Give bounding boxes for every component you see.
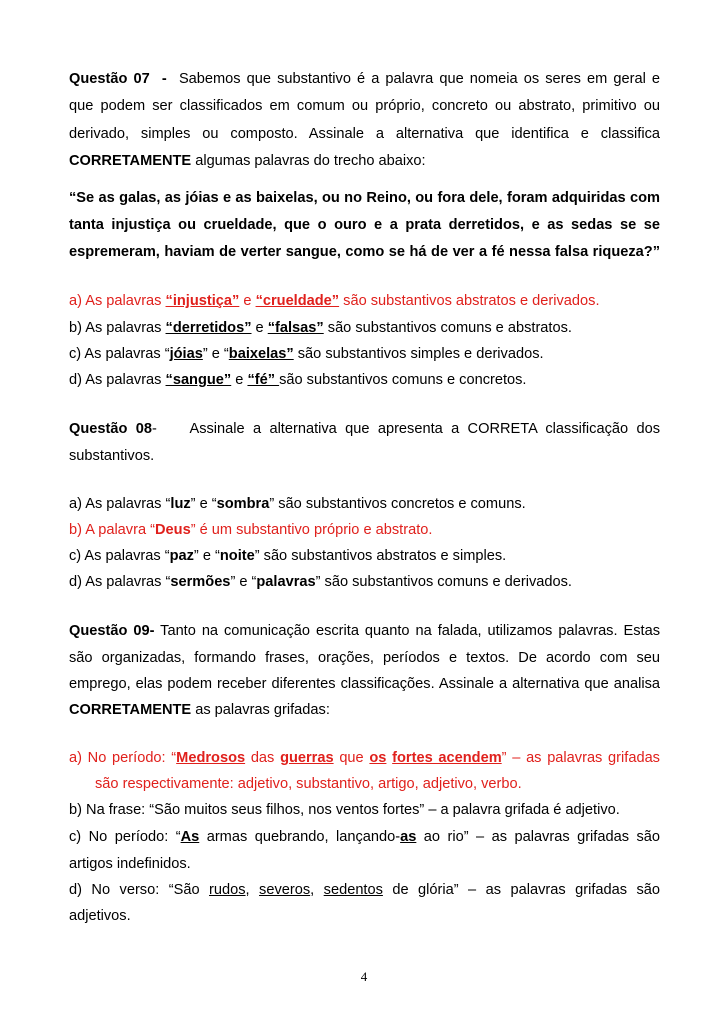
option-text: b) As palavras (69, 320, 166, 336)
q07-line-4 (69, 152, 660, 170)
option-text: ao rio” – as palavras grifadas são (416, 829, 660, 845)
highlighted-word: sedentos (323, 882, 383, 898)
highlighted-word: rudos (209, 882, 246, 898)
highlighted-word: severos (259, 882, 311, 898)
emphasis-word: CORRETAMENTE (69, 702, 192, 718)
option-text: são substantivos abstratos e derivados. (339, 293, 600, 309)
option-text: c) As palavras “ (69, 548, 170, 564)
highlighted-word: “crueldade” (255, 293, 340, 309)
q08-option-c[interactable] (69, 547, 660, 565)
q08-option-a[interactable] (69, 495, 660, 513)
option-text: ” e “ (190, 496, 217, 512)
q07-option-b[interactable] (69, 319, 660, 337)
option-text: ” são substantivos comuns e derivados. (315, 574, 572, 590)
highlighted-word: “derretidos” (165, 320, 252, 336)
option-text: ” e “ (202, 346, 229, 362)
option-text: são substantivos comuns e concretos. (279, 372, 527, 388)
option-text: das (245, 750, 281, 766)
highlighted-word: guerras (280, 750, 334, 766)
q09-option-d-continued: adjetivos. (69, 908, 131, 924)
option-text: b) Na frase: “São muitos seus filhos, nos ventos fortes” – a palavra grifada é adjetivo. (69, 802, 620, 818)
option-text: de glória” – as palavras grifadas são (382, 882, 661, 898)
highlighted-word: jóias (169, 346, 203, 362)
highlighted-word: baixelas” (228, 346, 294, 362)
quote-line-2: tanta injustiça ou crueldade, que o ouro e a prata derretidos, e as sedas se se (69, 217, 660, 233)
q09-line-1 (69, 622, 660, 640)
q07-statement: Sabemos que substantivo é a palavra que nomeia os seres em geral e (178, 71, 661, 87)
highlighted-word: “fé” (247, 372, 280, 388)
q07-option-a[interactable] (69, 292, 660, 310)
option-text: e (239, 293, 256, 309)
highlighted-word: sombra (216, 496, 270, 512)
q09-option-a-continued: são respectivamente: adjetivo, substantivo, artigo, adjetivo, verbo. (95, 776, 522, 792)
highlighted-word: sermões (170, 574, 231, 590)
option-text: e (231, 372, 248, 388)
q08-option-b[interactable] (69, 521, 660, 539)
q09-line-4 (69, 701, 660, 719)
quote-line-1: “Se as galas, as jóias e as baixelas, ou no Reino, ou fora dele, foram adquiridas com (69, 190, 660, 206)
q07-option-d[interactable] (69, 371, 660, 389)
option-text: d) As palavras (69, 372, 166, 388)
option-text: d) No verso: “São (69, 882, 210, 898)
highlighted-word: noite (219, 548, 255, 564)
option-text: , (245, 882, 260, 898)
highlighted-word: os (369, 750, 387, 766)
option-text: ” e “ (193, 548, 220, 564)
highlighted-word: “sangue” (165, 372, 232, 388)
page-number: 4 (360, 969, 368, 984)
option-text: d) As palavras “ (69, 574, 171, 590)
q07-line-4-text: algumas palavras do trecho abaixo: (191, 153, 426, 169)
q07-dash: - (161, 71, 167, 87)
option-text: , (310, 882, 324, 898)
option-text: c) As palavras “ (69, 346, 170, 362)
q09-option-c-continued: artigos indefinidos. (69, 856, 191, 872)
q08-dash: - (151, 421, 157, 437)
q07-option-c[interactable] (69, 345, 660, 363)
q09-option-c[interactable] (69, 828, 660, 846)
q09-heading: Questão 09- (69, 623, 155, 639)
emphasis-word: CORRETAMENTE (69, 153, 192, 169)
option-text: ” é um substantivo próprio e abstrato. (190, 522, 433, 538)
highlighted-word: Deus (155, 522, 191, 538)
option-text: são substantivos simples e derivados. (293, 346, 544, 362)
q09-option-d[interactable] (69, 881, 660, 899)
highlighted-word: as (400, 829, 417, 845)
q08-option-d[interactable] (69, 573, 660, 591)
q09-option-b[interactable] (69, 801, 660, 819)
q09-statement: Tanto na comunicação escrita quanto na falada, utilizamos palavras. Estas (154, 623, 660, 639)
option-text: ” e “ (230, 574, 257, 590)
q07-line-2: que podem ser classificados em comum ou próprio, concreto ou abstrato, primitivo ou (69, 98, 660, 114)
q08-line-1 (69, 420, 660, 438)
q08-heading: Questão 08 (69, 421, 152, 437)
q07-line-3: derivado, simples ou composto. Assinale a alternativa que identifica e classifica (69, 126, 660, 142)
option-text: a) As palavras (69, 293, 166, 309)
highlighted-word: Medrosos (176, 750, 246, 766)
option-text: que (333, 750, 370, 766)
option-text: e (251, 320, 268, 336)
q09-option-a[interactable] (69, 749, 660, 767)
option-text: ” – as palavras grifadas (501, 750, 660, 766)
highlighted-word: fortes acendem (392, 750, 502, 766)
q09-line-4-text: as palavras grifadas: (191, 702, 330, 718)
option-text: são substantivos comuns e abstratos. (323, 320, 572, 336)
option-text: c) No período: “ (69, 829, 181, 845)
highlighted-word: palavras (256, 574, 316, 590)
option-text: b) A palavra “ (69, 522, 155, 538)
option-text: ” são substantivos abstratos e simples. (254, 548, 507, 564)
highlighted-word: “injustiça” (165, 293, 240, 309)
q09-line-3: emprego, elas podem receber diferentes classificações. Assinale a alternativa que analisa (69, 676, 660, 692)
q08-statement: Assinale a alternativa que apresenta a CORRETA classificação dos (189, 421, 660, 437)
q09-line-2: são organizadas, formando frases, orações, períodos e textos. De acordo com seu (69, 650, 660, 666)
highlighted-word: As (180, 829, 200, 845)
highlighted-word: “falsas” (267, 320, 324, 336)
option-text: a) As palavras “ (69, 496, 171, 512)
option-text: ” são substantivos concretos e comuns. (269, 496, 526, 512)
quote-line-3: espremeram, haviam de verter sangue, como se há de ver a fé nessa falsa riqueza?” (69, 244, 660, 260)
q07-line-1 (69, 70, 660, 88)
highlighted-word: luz (170, 496, 191, 512)
highlighted-word: paz (169, 548, 194, 564)
option-text: a) No período: “ (69, 750, 177, 766)
option-text: armas quebrando, lançando- (199, 829, 401, 845)
q07-heading: Questão 07 (69, 71, 150, 87)
q08-line-2: substantivos. (69, 448, 155, 464)
